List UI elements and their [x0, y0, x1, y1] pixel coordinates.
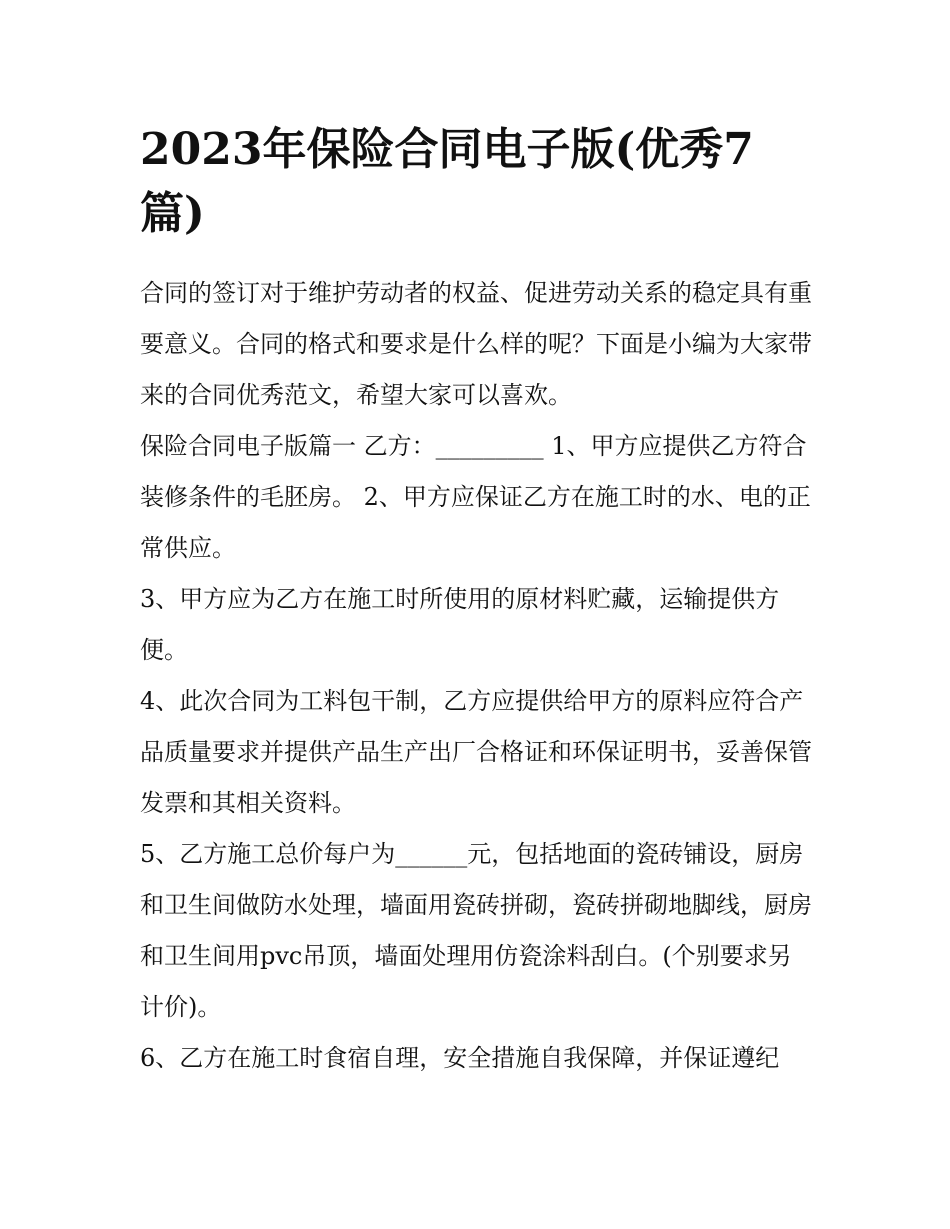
- paragraph-clause-5: 5、乙方施工总价每户为______元，包括地面的瓷砖铺设，厨房和卫生间做防水处理，墙面用瓷砖拼砌，瓷砖拼砌地脚线，厨房和卫生间用pvc吊顶，墙面处理用仿瓷涂料刮白。(个别要求另计价)。: [140, 840, 812, 1021]
- document-title: 2023年保险合同电子版(优秀7篇): [140, 124, 754, 239]
- paragraph-clause-6: 6、乙方在施工时食宿自理，安全措施自我保障，并保证遵纪: [140, 1044, 780, 1072]
- paragraph-clause-3: 3、甲方应为乙方在施工时所使用的原材料贮藏，运输提供方便。: [140, 585, 780, 664]
- paragraph-intro: 合同的签订对于维护劳动者的权益、促进劳动关系的稳定具有重要意义。合同的格式和要求是什么样的呢？下面是小编为大家带来的合同优秀范文，希望大家可以喜欢。: [140, 279, 812, 409]
- document-body: [140, 118, 812, 1084]
- paragraph-section-one: 保险合同电子版篇一 乙方：_________ 1、甲方应提供乙方符合装修条件的毛胚房。 2、甲方应保证乙方在施工时的水、电的正常供应。: [140, 432, 811, 562]
- paragraph-clause-4: 4、此次合同为工料包干制，乙方应提供给甲方的原料应符合产品质量要求并提供产品生产出厂合格证和环保证明书，妥善保管发票和其相关资料。: [140, 687, 812, 817]
